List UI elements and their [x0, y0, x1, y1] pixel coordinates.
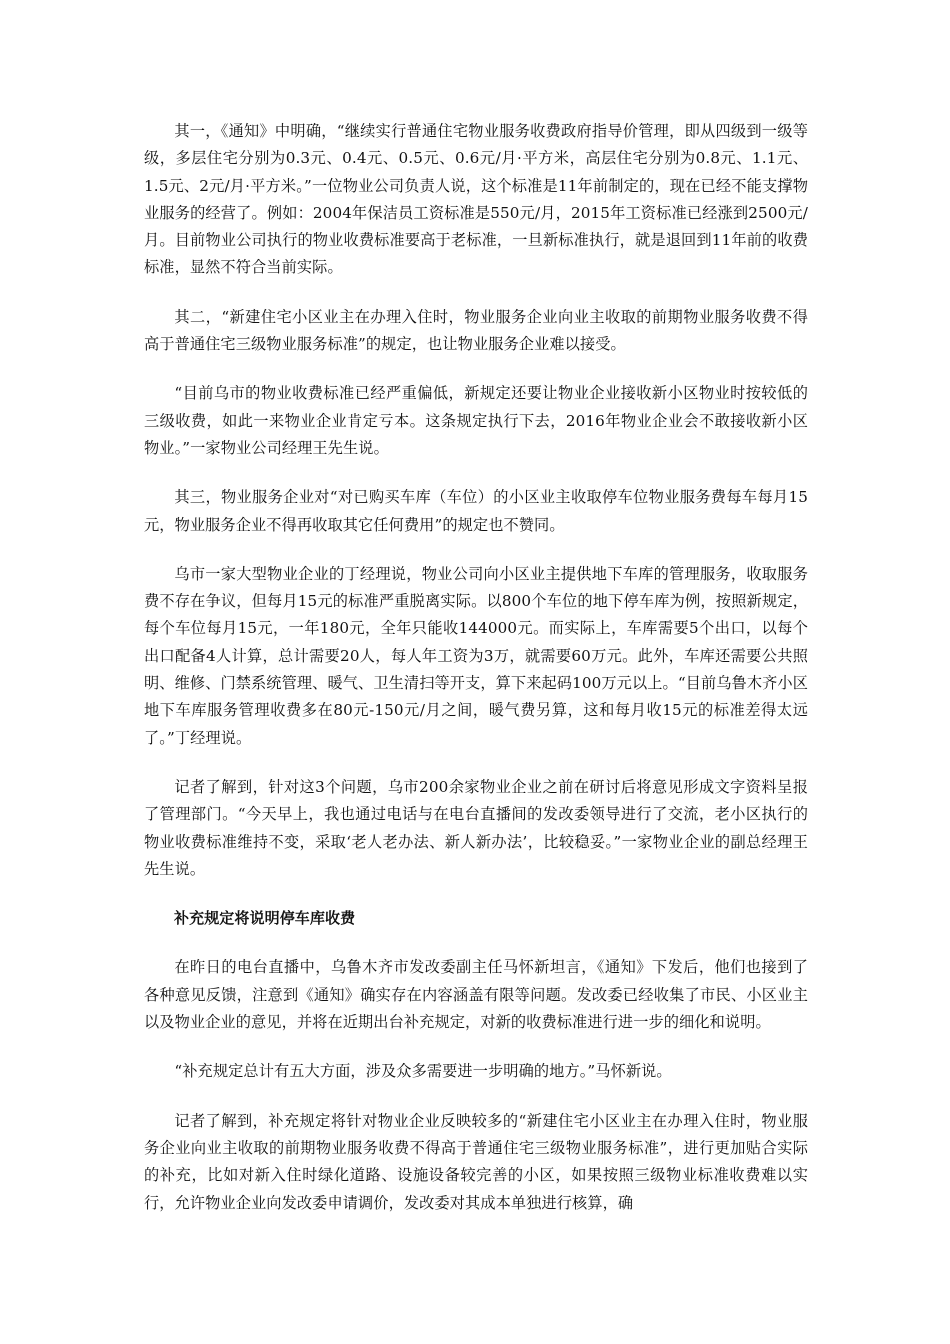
paragraph-1: 其一，《通知》中明确，“继续实行普通住宅物业服务收费政府指导价管理，即从四级到一级等级，多层住宅分别为0.3元、0.4元、0.5元、0.6元/月·平方米，高层住宅分别为0.8元、1.1元、1.5元、2元/月·平方米。”一位物业公司负责人说，这个标准是11年前制定的，现在已经不能支撑物业服务的经营了。例如：2004年保洁员工资标准是550元/月，2015年工资标准已经涨到2500元/月。目前物业公司执行的物业收费标准要高于老标准，一旦新标准执行，就是退回到11年前的收费标准，显然不符合当前实际。	[144, 122, 808, 277]
paragraph-9: 记者了解到，补充规定将针对物业企业反映较多的“新建住宅小区业主在办理入住时，物业服务企业向业主收取的前期物业服务收费不得高于普通住宅三级物业服务标准”，进行更加贴合实际的补充，比如对新入住时绿化道路、设施设备较完善的小区，如果按照三级物业标准收费难以实行，允许物业企业向发改委申请调价，发改委对其成本单独进行核算，确	[144, 1111, 808, 1212]
document-page	[144, 118, 808, 1239]
paragraph-7: 在昨日的电台直播中，乌鲁木齐市发改委副主任马怀新坦言，《通知》下发后，他们也接到了各种意见反馈，注意到《通知》确实存在内容涵盖有限等问题。发改委已经收集了市民、小区业主以及物业企业的意见，并将在近期出台补充规定，对新的收费标准进行进一步的细化和说明。	[144, 958, 808, 1032]
section-heading: 补充规定将说明停车库收费	[174, 909, 356, 928]
paragraph-3: “目前乌市的物业收费标准已经严重偏低，新规定还要让物业企业接收新小区物业时按较低的三级收费，如此一来物业企业肯定亏本。这条规定执行下去，2016年物业企业会不敢接收新小区物业。”一家物业公司经理王先生说。	[144, 384, 808, 457]
paragraph-2: 其二，“新建住宅小区业主在办理入住时，物业服务企业向业主收取的前期物业服务收费不得高于普通住宅三级物业服务标准”的规定，也让物业服务企业难以接受。	[144, 307, 808, 354]
paragraph-6: 记者了解到，针对这3个问题，乌市200余家物业企业之前在研讨后将意见形成文字资料呈报了管理部门。“今天早上，我也通过电话与在电台直播间的发改委领导进行了交流，老小区执行的物业收费标准维持不变，采取‘老人老办法、新人新办法’，比较稳妥。”一家物业企业的副总经理王先生说。	[144, 777, 808, 878]
paragraph-4: 其三，物业服务企业对“对已购买车库（车位）的小区业主收取停车位物业服务费每车每月15元，物业服务企业不得再收取其它任何费用”的规定也不赞同。	[144, 488, 808, 534]
paragraph-8: “补充规定总计有五大方面，涉及众多需要进一步明确的地方。”马怀新说。	[174, 1062, 672, 1081]
paragraph-5: 乌市一家大型物业企业的丁经理说，物业公司向小区业主提供地下车库的管理服务，收取服务费不存在争议，但每月15元的标准严重脱离实际。以800个车位的地下停车库为例，按照新规定，每个车位每月15元，一年180元，全年只能收144000元。而实际上，车库需要5个出口，以每个出口配备4人计算，总计需要20人，每人年工资为3万，就需要60万元。此外，车库还需要公共照明、维修、门禁系统管理、暖气、卫生清扫等开支，算下来起码100万元以上。“目前乌鲁木齐小区地下车库服务管理收费多在80元-150元/月之间，暖气费另算，这和每月收15元的标准差得太远了。”丁经理说。	[144, 564, 808, 747]
